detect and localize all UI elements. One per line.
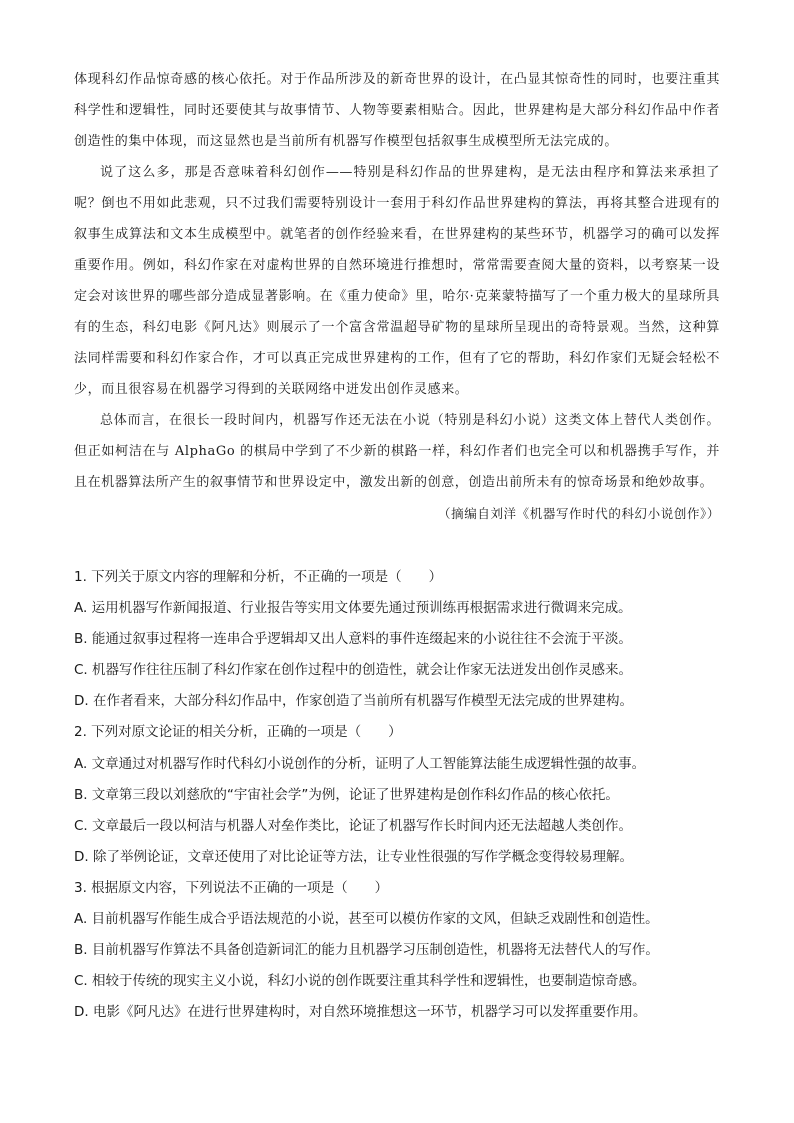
question-option: A. 文章通过对机器写作时代科幻小说创作的分析，证明了人工智能算法能生成逻辑性强的故事。 <box>74 755 646 772</box>
question-option: B. 文章第三段以刘慈欣的“宇宙社会学”为例，论证了世界建构是创作科幻作品的核心依托。 <box>74 786 619 803</box>
passage-paragraph-3: 总体而言，在很长一段时间内，机器写作还无法在小说（特别是科幻小说）这类文体上替代人类创作。但正如柯洁在与 AlphaGo 的棋局中学到了不少新的棋路一样，科幻作者们也完全可以和机器携手写作，并且在机器算法所产生的叙事情节和世界设定中，激发出新的创意，创造出前所未有的惊奇场景和绝妙故事。 <box>74 413 720 490</box>
passage-source: （摘编自刘洋《机器写作时代的科幻小说创作》） <box>438 506 720 521</box>
question-option: C. 机器写作往往压制了科幻作家在创作过程中的创造性，就会让作家无法迸发出创作灵感来。 <box>74 662 633 679</box>
question-list <box>74 562 720 1028</box>
question-stem: 3. 根据原文内容，下列说法不正确的一项是（ ） <box>74 879 389 896</box>
question-option: A. 运用机器写作新闻报道、行业报告等实用文体要先通过预训练再根据需求进行微调来完成。 <box>74 600 632 617</box>
question-option: C. 文章最后一段以柯洁与机器人对垒作类比，论证了机器写作长时间内还无法超越人类创作。 <box>74 817 633 834</box>
question-stem: 2. 下列对原文论证的相关分析，正确的一项是（ ） <box>74 724 402 741</box>
question-option: B. 能通过叙事过程将一连串合乎逻辑却又出人意料的事件连缀起来的小说往往不会流于平淡。 <box>74 631 632 648</box>
question-option: D. 电影《阿凡达》在进行世界建构时，对自然环境推想这一环节，机器学习可以发挥重要作用。 <box>74 1004 647 1021</box>
question-option: C. 相较于传统的现实主义小说，科幻小说的创作既要注重其科学性和逻辑性，也要制造惊奇感。 <box>74 973 646 990</box>
question-1 <box>74 562 720 717</box>
question-option: A. 目前机器写作能生成合乎语法规范的小说，甚至可以模仿作家的文风，但缺乏戏剧性和创造性。 <box>74 911 659 928</box>
question-option: B. 目前机器写作算法不具备创造新词汇的能力且机器学习压制创造性，机器将无法替代人的写作。 <box>74 942 659 959</box>
question-option: D. 在作者看来，大部分科幻作品中，作家创造了当前所有机器写作模型无法完成的世界建构。 <box>74 693 633 710</box>
passage-paragraph-1: 体现科幻作品惊奇感的核心依托。对于作品所涉及的新奇世界的设计，在凸显其惊奇性的同时，也要注重其科学性和逻辑性，同时还要使其与故事情节、人物等要素相贴合。因此，世界建构是大部分科幻作品中作者创造性的集中体现，而这显然也是当前所有机器写作模型包括叙事生成模型所无法完成的。 <box>74 72 720 149</box>
question-2 <box>74 717 720 872</box>
question-option: D. 除了举例论证，文章还使用了对比论证等方法，让专业性很强的写作学概念变得较易理解。 <box>74 848 633 865</box>
question-3 <box>74 873 720 1028</box>
reading-passage <box>74 64 720 529</box>
passage-paragraph-2: 说了这么多，那是否意味着科幻创作——特别是科幻作品的世界建构，是无法由程序和算法来承担了呢？倒也不用如此悲观，只不过我们需要特别设计一套用于科幻作品世界建构的算法，再将其整合进现有的叙事生成算法和文本生成模型中。就笔者的创作经验来看，在世界建构的某些环节，机器学习的确可以发挥重要作用。例如，科幻作家在对虚构世界的自然环境进行推想时，常常需要查阅大量的资料，以考察某一设定会对该世界的哪些部分造成显著影响。在《重力使命》里，哈尔·克莱蒙特描写了一个重力极大的星球所具有的生态，科幻电影《阿凡达》则展示了一个富含常温超导矿物的星球所呈现出的奇特景观。当然，这种算法同样需要和科幻作家合作，才可以真正完成世界建构的工作，但有了它的帮助，科幻作家们无疑会轻松不少，而且很容易在机器学习得到的关联网络中迸发出创作灵感来。 <box>74 165 720 397</box>
question-stem: 1. 下列关于原文内容的理解和分析，不正确的一项是（ ） <box>74 569 443 585</box>
